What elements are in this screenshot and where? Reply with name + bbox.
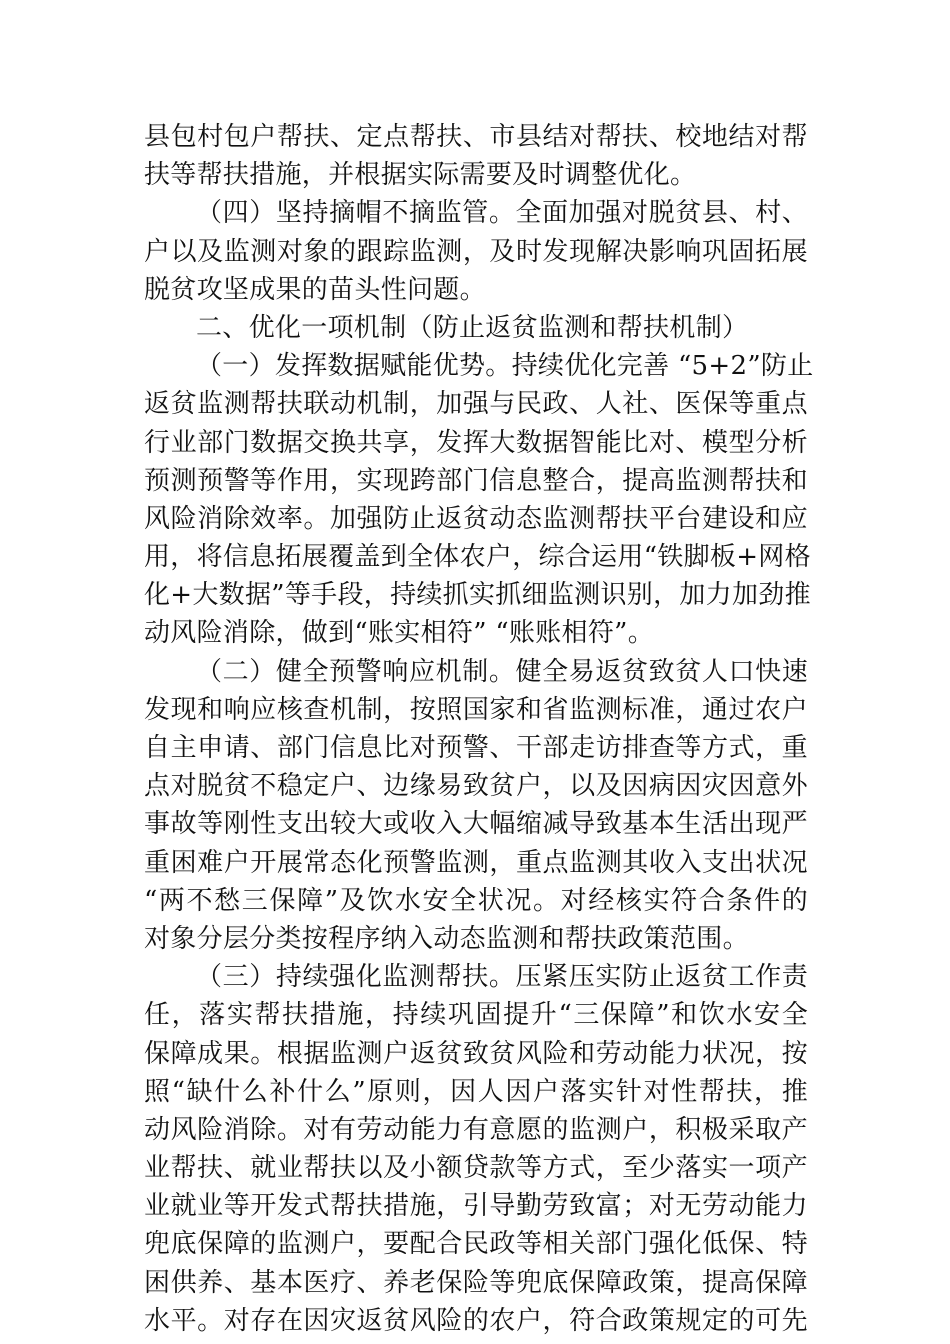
text-line: 扶等帮扶措施，并根据实际需要及时调整优化。 (144, 160, 697, 191)
text-line: 户以及监测对象的跟踪监测，及时发现解决影响巩固拓展 (144, 236, 808, 267)
document-body (144, 118, 814, 1340)
text-line: 事故等刚性支出较大或收入大幅缩减导致基本生活出现严 (144, 809, 808, 840)
text-line: 二、优化一项机制（防止返贫监测和帮扶机制） (196, 312, 749, 343)
text-line: 水平。对存在因灾返贫风险的农户，符合政策规定的可先 (144, 1305, 808, 1336)
text-line: 困供养、基本医疗、养老保险等兜底保障政策，提高保障 (144, 1267, 808, 1298)
text-line: 点对脱贫不稳定户、边缘易致贫户，以及因病因灾因意外 (144, 771, 808, 802)
text-line: 自主申请、部门信息比对预警、干部走访排查等方式，重 (144, 733, 808, 763)
text-line: （一）发挥数据赋能优势。持续优化完善 “5+2”防止 (196, 351, 814, 382)
text-line: 业帮扶、就业帮扶以及小额贷款等方式，至少落实一项产 (144, 1153, 808, 1184)
text-line: 动风险消除，做到“账实相符” “账账相符”。 (144, 618, 655, 649)
text-line: 重困难户开展常态化预警监测，重点监测其收入支出状况 (144, 847, 808, 878)
text-line: 预测预警等作用，实现跨部门信息整合，提高监测帮扶和 (144, 465, 808, 496)
text-line: （二）健全预警响应机制。健全易返贫致贫人口快速 (196, 656, 808, 687)
text-line: 兜底保障的监测户，要配合民政等相关部门强化低保、特 (144, 1229, 808, 1260)
text-line: 对象分层分类按程序纳入动态监测和帮扶政策范围。 (144, 923, 749, 954)
text-line: 行业部门数据交换共享，发挥大数据智能比对、模型分析 (144, 427, 808, 458)
text-line: 风险消除效率。加强防止返贫动态监测帮扶平台建设和应 (144, 503, 808, 534)
text-line: 发现和响应核查机制，按照国家和省监测标准，通过农户 (144, 694, 808, 725)
text-line: 县包村包户帮扶、定点帮扶、市县结对帮扶、校地结对帮 (144, 122, 808, 152)
text-line: 用，将信息拓展覆盖到全体农户，综合运用“铁脚板+网格 (144, 542, 811, 573)
text-line: 任，落实帮扶措施，持续巩固提升“三保障”和饮水安全 (144, 1000, 808, 1031)
text-line: 照“缺什么补什么”原则，因人因户落实针对性帮扶，推 (144, 1076, 808, 1107)
text-line: 业就业等开发式帮扶措施，引导勤劳致富；对无劳动能力 (144, 1191, 808, 1222)
text-line: 保障成果。根据监测户返贫致贫风险和劳动能力状况，按 (144, 1038, 808, 1069)
text-line: “两不愁三保障”及饮水安全状况。对经核实符合条件的 (144, 885, 808, 916)
text-line: （四）坚持摘帽不摘监管。全面加强对脱贫县、村、 (196, 198, 808, 229)
text-line: 化+大数据”等手段，持续抓实抓细监测识别，加力加劲推 (144, 580, 811, 611)
text-line: 脱贫攻坚成果的苗头性问题。 (144, 274, 486, 305)
text-line: 返贫监测帮扶联动机制，加强与民政、人社、医保等重点 (144, 389, 808, 420)
text-line: （三）持续强化监测帮扶。压紧压实防止返贫工作责 (196, 962, 808, 993)
text-line: 动风险消除。对有劳动能力有意愿的监测户，积极采取产 (144, 1114, 808, 1145)
